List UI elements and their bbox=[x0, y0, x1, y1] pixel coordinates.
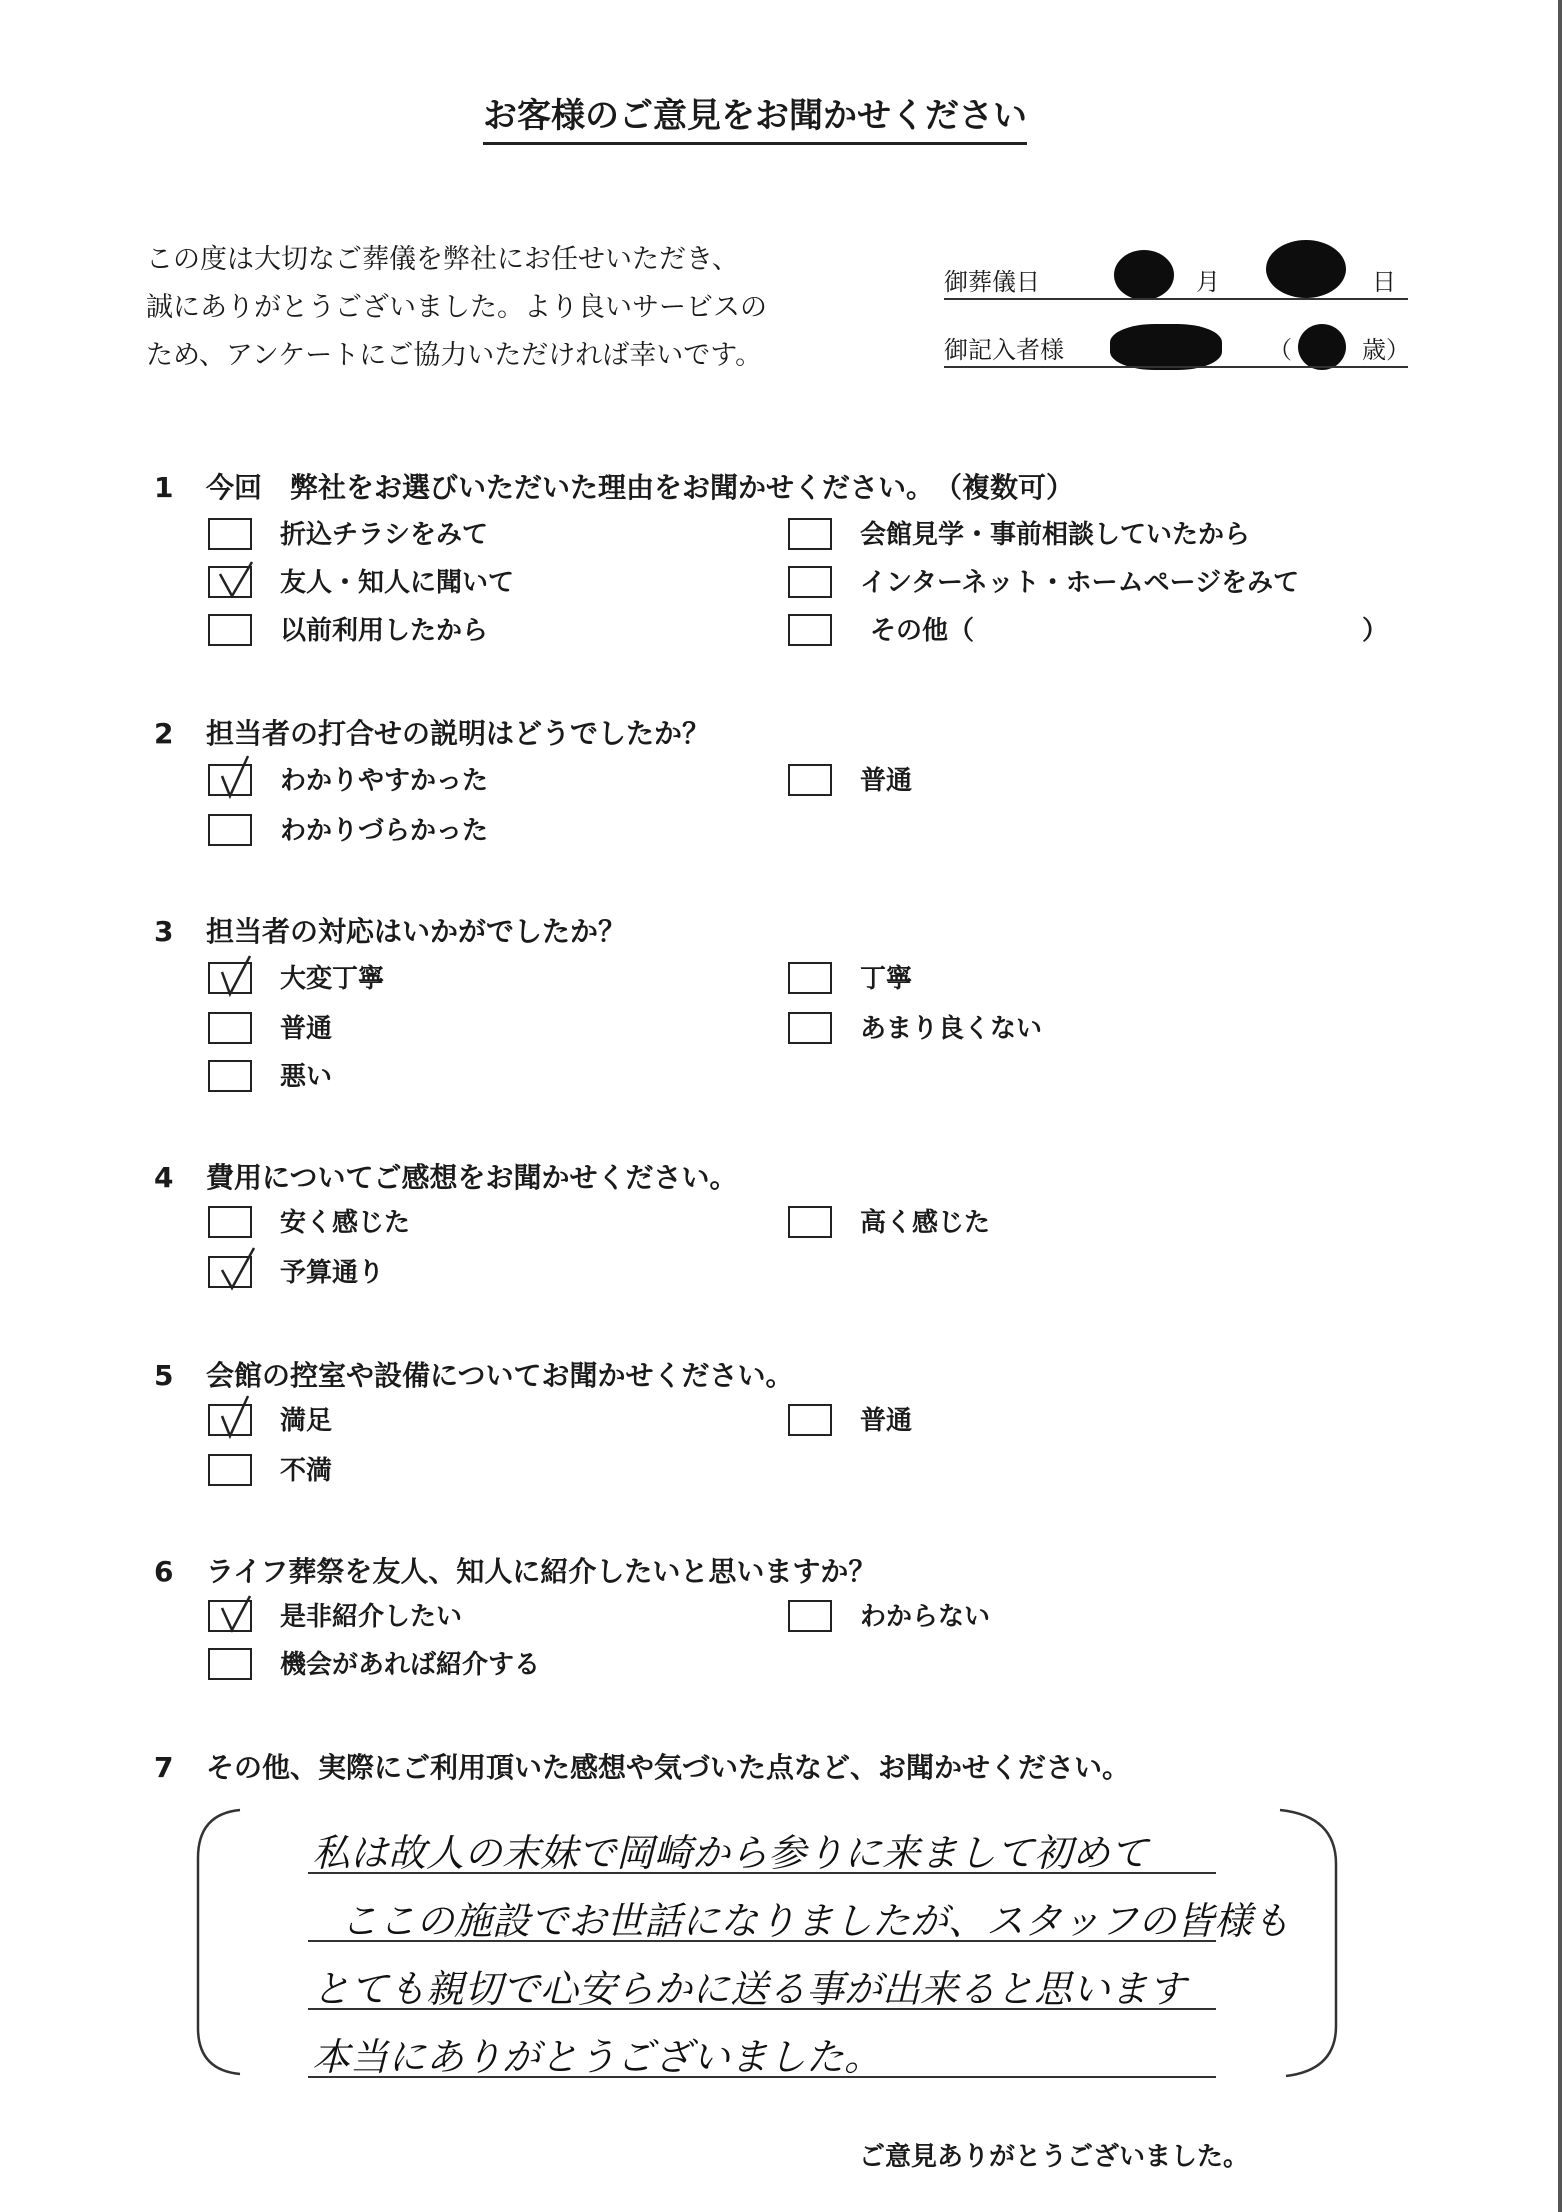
checkbox[interactable] bbox=[788, 764, 832, 796]
comment-text: とても親切で心安らかに送る事が出来ると思います bbox=[312, 1967, 1187, 2011]
age-open-paren: （ bbox=[1268, 336, 1292, 364]
checkbox[interactable] bbox=[788, 614, 832, 646]
question-text: 担当者の打合せの説明はどうでしたか？ bbox=[206, 717, 711, 750]
comment-text: 本当にありがとうございました。 bbox=[312, 2035, 883, 2079]
option-label: 是非紹介したい bbox=[280, 1602, 463, 1632]
checkbox[interactable] bbox=[208, 1404, 252, 1436]
question-1 bbox=[154, 466, 1074, 506]
respondent-label: 御記入者様 bbox=[944, 336, 1064, 364]
checkbox[interactable] bbox=[788, 518, 832, 550]
question-text: 費用についてご感想をお聞かせください。 bbox=[206, 1161, 738, 1194]
checkbox[interactable] bbox=[208, 1206, 252, 1238]
question-number: 7 bbox=[154, 1751, 174, 1784]
option-label: わかりやすかった bbox=[280, 766, 489, 796]
checkbox[interactable] bbox=[788, 962, 832, 994]
month-label: 月 bbox=[1196, 268, 1220, 296]
option-label: 折込チラシをみて bbox=[280, 520, 489, 550]
question-text: 担当者の対応はいかがでしたか？ bbox=[206, 915, 627, 948]
checkbox[interactable] bbox=[208, 566, 252, 598]
checkbox[interactable] bbox=[788, 1404, 832, 1436]
check-mark-icon bbox=[214, 754, 258, 802]
checkbox[interactable] bbox=[208, 1256, 252, 1288]
question-number: 2 bbox=[154, 717, 174, 750]
option-label: 普通 bbox=[280, 1014, 333, 1044]
question-6 bbox=[154, 1550, 876, 1590]
checkbox[interactable] bbox=[208, 1012, 252, 1044]
comment-text: ここの施設でお世話になりましたが、スタッフの皆様も bbox=[340, 1899, 1291, 1943]
question-text: その他、実際にご利用頂いた感想や気づいた点など、お聞かせください。 bbox=[206, 1751, 1131, 1784]
checkbox[interactable] bbox=[208, 814, 252, 846]
checkbox[interactable] bbox=[208, 518, 252, 550]
checkbox[interactable] bbox=[788, 1206, 832, 1238]
option-label: 会館見学・事前相談していたから bbox=[860, 520, 1251, 550]
question-5 bbox=[154, 1354, 793, 1394]
option-label: 安く感じた bbox=[280, 1208, 411, 1238]
checkbox[interactable] bbox=[208, 1060, 252, 1092]
option-label: 大変丁寧 bbox=[280, 964, 385, 994]
intro-line: 誠にありがとうございました。より良いサービスの bbox=[146, 292, 767, 323]
question-text: 今回 弊社をお選びいただいた理由をお聞かせください。 （複数可） bbox=[206, 471, 1075, 504]
intro-line: ため、アンケートにご協力いただければ幸いです。 bbox=[146, 340, 763, 371]
option-label: 機会があれば紹介する bbox=[280, 1650, 541, 1680]
intro-text bbox=[146, 236, 767, 380]
option-label: 予算通り bbox=[280, 1258, 385, 1288]
option-label: わからない bbox=[860, 1602, 991, 1632]
checkbox[interactable] bbox=[788, 1012, 832, 1044]
checkbox[interactable] bbox=[208, 764, 252, 796]
option-label: あまり良くない bbox=[860, 1014, 1043, 1044]
option-label: 友人・知人に聞いて bbox=[280, 568, 515, 598]
question-4 bbox=[154, 1156, 737, 1196]
check-mark-icon bbox=[214, 1246, 258, 1294]
question-text: 会館の控室や設備についてお聞かせください。 bbox=[206, 1359, 794, 1392]
question-text: ライフ葬祭を友人、知人に紹介したいと思いますか？ bbox=[206, 1555, 877, 1588]
question-number: 1 bbox=[154, 471, 174, 504]
other-close-paren: ） bbox=[1362, 616, 1389, 646]
redacted-month bbox=[1114, 250, 1174, 300]
option-label: 不満 bbox=[280, 1456, 333, 1486]
option-label: 満足 bbox=[280, 1406, 333, 1436]
checkbox[interactable] bbox=[208, 1600, 252, 1632]
page-edge bbox=[1558, 0, 1562, 2212]
checkbox[interactable] bbox=[208, 614, 252, 646]
question-number: 5 bbox=[154, 1359, 174, 1392]
question-number: 4 bbox=[154, 1161, 174, 1194]
date-underline bbox=[944, 298, 1408, 300]
page-title: お客様のご意見をお聞かせください bbox=[0, 88, 1510, 137]
redacted-day bbox=[1266, 240, 1346, 298]
option-label: 高く感じた bbox=[860, 1208, 991, 1238]
question-2 bbox=[154, 712, 710, 752]
redacted-age bbox=[1298, 324, 1346, 370]
intro-line: この度は大切なご葬儀を弊社にお任せいただき、 bbox=[146, 244, 739, 275]
checkbox[interactable] bbox=[788, 566, 832, 598]
checkbox[interactable] bbox=[208, 1454, 252, 1486]
closing-thanks: ご意見ありがとうございました。 bbox=[858, 2142, 1249, 2172]
check-mark-icon bbox=[214, 1394, 258, 1442]
question-7 bbox=[154, 1746, 1130, 1786]
checkbox[interactable] bbox=[208, 1648, 252, 1680]
option-label: その他（ bbox=[870, 616, 975, 646]
option-label: わかりづらかった bbox=[280, 816, 489, 846]
question-3 bbox=[154, 910, 626, 950]
day-label: 日 bbox=[1372, 268, 1396, 296]
option-label: 以前利用したから bbox=[280, 616, 489, 646]
respondent-underline bbox=[944, 366, 1408, 368]
check-mark-icon bbox=[214, 1590, 258, 1638]
age-label: 歳） bbox=[1362, 336, 1410, 364]
option-label: 普通 bbox=[860, 1406, 913, 1436]
check-mark-icon bbox=[214, 556, 258, 604]
checkbox[interactable] bbox=[208, 962, 252, 994]
option-label: インターネット・ホームページをみて bbox=[860, 568, 1300, 598]
option-label: 丁寧 bbox=[860, 964, 913, 994]
option-label: 悪い bbox=[280, 1062, 333, 1092]
comment-text: 私は故人の末妹で岡崎から参りに来まして初めて bbox=[312, 1831, 1149, 1875]
checkbox[interactable] bbox=[788, 1600, 832, 1632]
check-mark-icon bbox=[214, 952, 258, 1000]
question-number: 6 bbox=[154, 1555, 174, 1588]
funeral-date-label: 御葬儀日 bbox=[944, 268, 1040, 296]
redacted-name bbox=[1110, 324, 1222, 370]
question-number: 3 bbox=[154, 915, 174, 948]
option-label: 普通 bbox=[860, 766, 913, 796]
